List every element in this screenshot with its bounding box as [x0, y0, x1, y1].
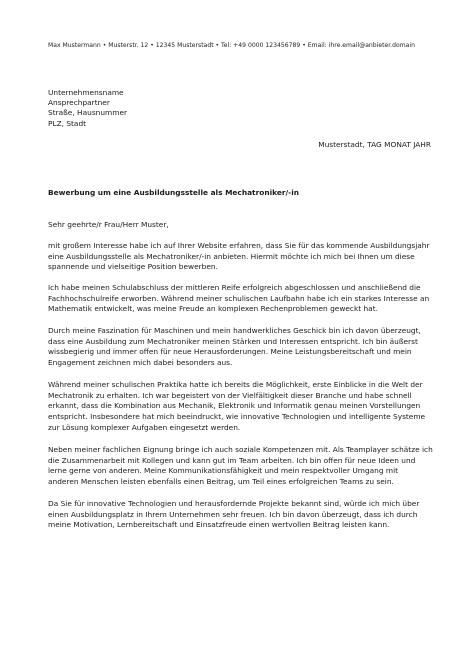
- paragraph-line: Neben meiner fachlichen Eignung bringe ich auch soziale Kompetenzen mit. Als Teamplayer schätze ich: [48, 445, 433, 454]
- sender-address-line: Max Mustermann • Musterstr. 12 • 12345 Musterstadt • Tel: +49 0000 123456789 • Email: ihre.email@anbieter.domain: [48, 42, 415, 49]
- paragraph-line: Ich habe meinen Schulabschluss der mittleren Reife erfolgreich abgeschlossen und anschließend die: [48, 283, 421, 292]
- paragraph-line: entspricht. Insbesondere hat mich beeindruckt, wie innovative Technologien und intelligente Systeme: [48, 412, 426, 422]
- paragraph-internship: [48, 380, 440, 434]
- recipient-city: PLZ, Stadt: [48, 118, 87, 128]
- paragraph-line: dass eine Ausbildung zum Mechatroniker meinen Stärken und Interessen entspricht. Ich bin äußerst: [48, 336, 418, 346]
- paragraph-line: Engagement zeichnen mich dabei besonders aus.: [48, 358, 233, 368]
- recipient-contact: Ansprechpartner: [48, 98, 110, 108]
- place-date: Musterstadt, TAG MONAT JAHR: [318, 140, 431, 149]
- paragraph-line: eine Ausbildungsstelle als Mechatroniker/-in anbieten. Hiermit möchte ich mich bei Ihnen um diese: [48, 251, 415, 261]
- paragraph-line: meine Motivation, Lernbereitschaft und Einsatzfreude einen wertvollen Beitrag leisten kann.: [48, 520, 390, 530]
- paragraph-line: die Zusammenarbeit mit Kollegen und kann gut im Team arbeiten. Ich bin offen für neue Ideen und: [48, 455, 416, 465]
- paragraph-line: einen Ausbildungsplatz in Ihrem Unternehmen sehr freuen. Ich bin davon überzeugt, dass ich durch: [48, 509, 418, 519]
- paragraph-line: mit großem Interesse habe ich auf Ihrer Website erfahren, dass Sie für das kommende Ausbildungsjahr: [48, 241, 430, 250]
- paragraph-line: Während meiner schulischen Praktika hatte ich bereits die Möglichkeit, erste Einblicke in die Welt der: [48, 380, 423, 389]
- paragraph-line: anderen Menschen leisten ebenfalls einen Beitrag, um Teil eines erfolgreichen Teams zu sein.: [48, 477, 394, 487]
- paragraph-line: wissbegierig und immer offen für neue Herausforderungen. Meine Leistungsbereitschaft und mein: [48, 347, 412, 357]
- paragraph-line: Durch meine Faszination für Maschinen und mein handwerkliches Geschick bin ich davon überzeugt,: [48, 326, 421, 335]
- paragraph-line: lerne gerne von anderen. Meine Kommunikationsfähigkeit und mein respektvoller Umgang mit: [48, 466, 399, 476]
- paragraph-intro: [48, 241, 440, 273]
- paragraph-line: erkannt, dass die Kombination aus Mechanik, Elektronik und Informatik genau meinen Vorstellungen: [48, 401, 421, 411]
- salutation: Sehr geehrte/r Frau/Herr Muster,: [48, 220, 169, 229]
- paragraph-line: zur Lösung komplexer Aufgaben eingesetzt werden.: [48, 422, 241, 432]
- subject-line: Bewerbung um eine Ausbildungsstelle als Mechatroniker/-in: [48, 188, 300, 197]
- paragraph-education: [48, 283, 440, 315]
- paragraph-line: spannende und vielseitige Position bewerben.: [48, 262, 218, 272]
- paragraph-motivation: [48, 326, 440, 369]
- paragraph-line: Mathematik entwickelt, was meine Freude an komplexen Rechenproblemen geweckt hat.: [48, 304, 378, 314]
- recipient-company: Unternehmensname: [48, 88, 124, 97]
- paragraph-line: Mechatronik zu erhalten. Ich war begeistert von der Vielfältigkeit dieser Branche und habe schnell: [48, 390, 412, 400]
- recipient-address: [48, 88, 127, 129]
- paragraph-closing: [48, 499, 440, 531]
- paragraph-line: Fachhochschulreife erworben. Während meiner schulischen Laufbahn habe ich ein starkes Interesse an: [48, 293, 430, 303]
- recipient-street: Straße, Hausnummer: [48, 108, 128, 118]
- paragraph-social-skills: [48, 445, 440, 488]
- paragraph-line: Da Sie für innovative Technologien und herausfordernde Projekte bekannt sind, würde ich mich über: [48, 499, 420, 508]
